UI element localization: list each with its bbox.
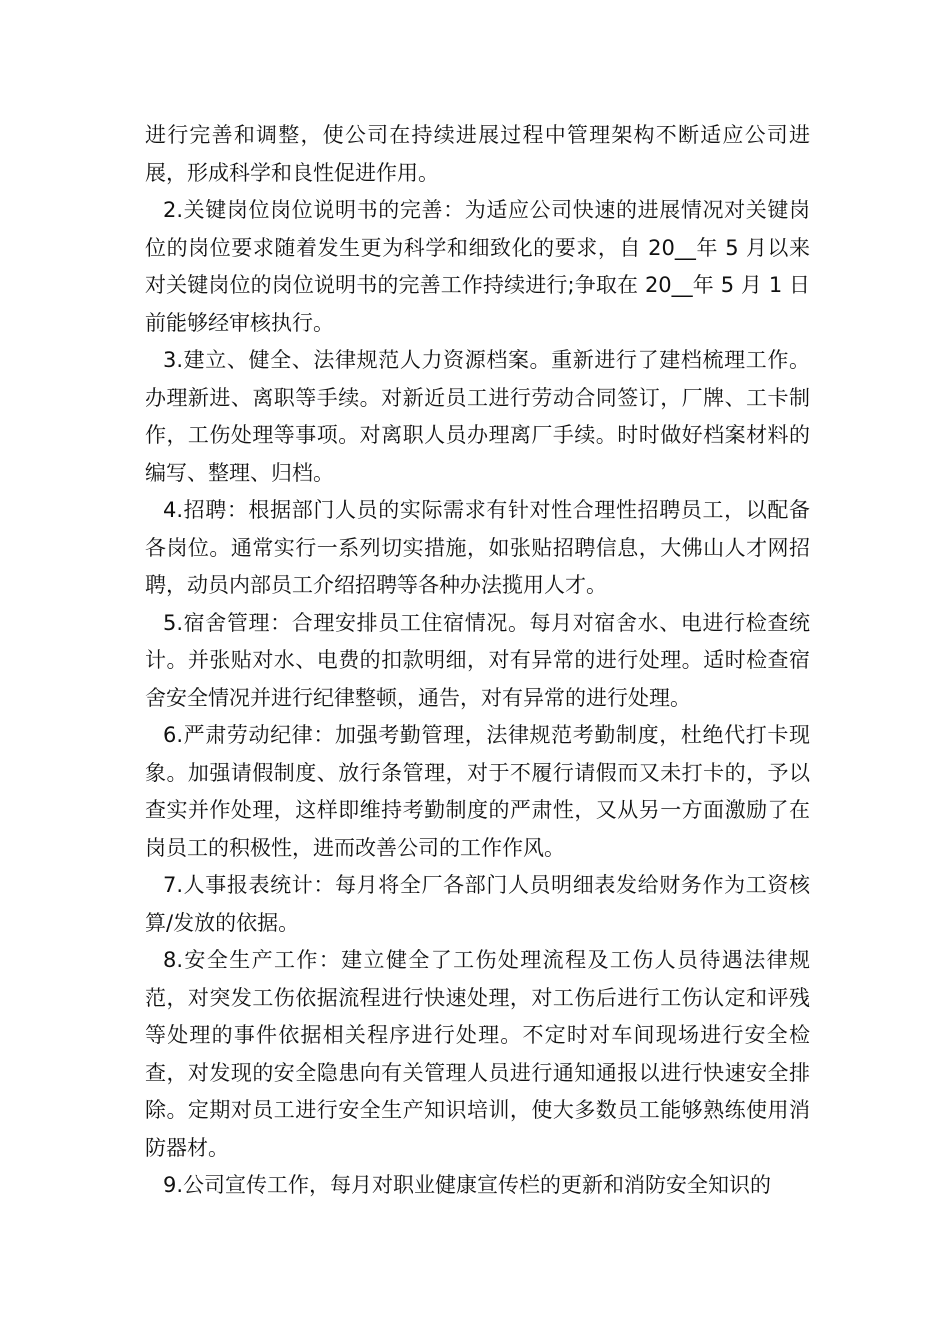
paragraph-item-2: 2.关键岗位岗位说明书的完善：为适应公司快速的进展情况对关键岗位的岗位要求随着发生更为科学和细致化的要求，自 20__年 5 月以来对关键岗位的岗位说明书的完善工作持续进行;争取在 20__年 5 月 1 日前能够经审核执行。: [145, 198, 810, 335]
paragraph-item-7: 7.人事报表统计：每月将全厂各部门人员明细表发给财务作为工资核算/发放的依据。: [145, 873, 810, 935]
paragraph-item-3: 3.建立、健全、法律规范人力资源档案。重新进行了建档梳理工作。办理新进、离职等手续。对新近员工进行劳动合同签订，厂牌、工卡制作，工伤处理等事项。对离职人员办理离厂手续。时时做好档案材料的编写、整理、归档。: [145, 348, 810, 485]
paragraph-item-5: 5.宿舍管理：合理安排员工住宿情况。每月对宿舍水、电进行检查统计。并张贴对水、电费的扣款明细，对有异常的进行处理。适时检查宿舍安全情况并进行纪律整顿，通告，对有异常的进行处理。: [145, 610, 810, 710]
paragraph-item-9: 9.公司宣传工作，每月对职业健康宣传栏的更新和消防安全知识的: [163, 1173, 772, 1197]
paragraph-continuation: 进行完善和调整，使公司在持续进展过程中管理架构不断适应公司进展，形成科学和良性促进作用。: [145, 123, 810, 185]
paragraph-item-4: 4.招聘：根据部门人员的实际需求有针对性合理性招聘员工，以配备各岗位。通常实行一系列切实措施，如张贴招聘信息，大佛山人才网招聘，动员内部员工介绍招聘等各种办法揽用人才。: [145, 498, 810, 597]
paragraph-item-6: 6.严肃劳动纪律：加强考勤管理，法律规范考勤制度，杜绝代打卡现象。加强请假制度、放行条管理，对于不履行请假而又未打卡的，予以查实并作处理，这样即维持考勤制度的严肃性，又从另一方面激励了在岗员工的积极性，进而改善公司的工作作风。: [145, 723, 810, 860]
paragraph-item-8: 8.安全生产工作：建立健全了工伤处理流程及工伤人员待遇法律规范，对突发工伤依据流程进行快速处理，对工伤后进行工伤认定和评残等处理的事件依据相关程序进行处理。不定时对车间现场进行安全检查，对发现的安全隐患向有关管理人员进行通知通报以进行快速安全排除。定期对员工进行安全生产知识培训，使大多数员工能够熟练使用消防器材。: [145, 948, 810, 1160]
document-body: [145, 117, 810, 1205]
